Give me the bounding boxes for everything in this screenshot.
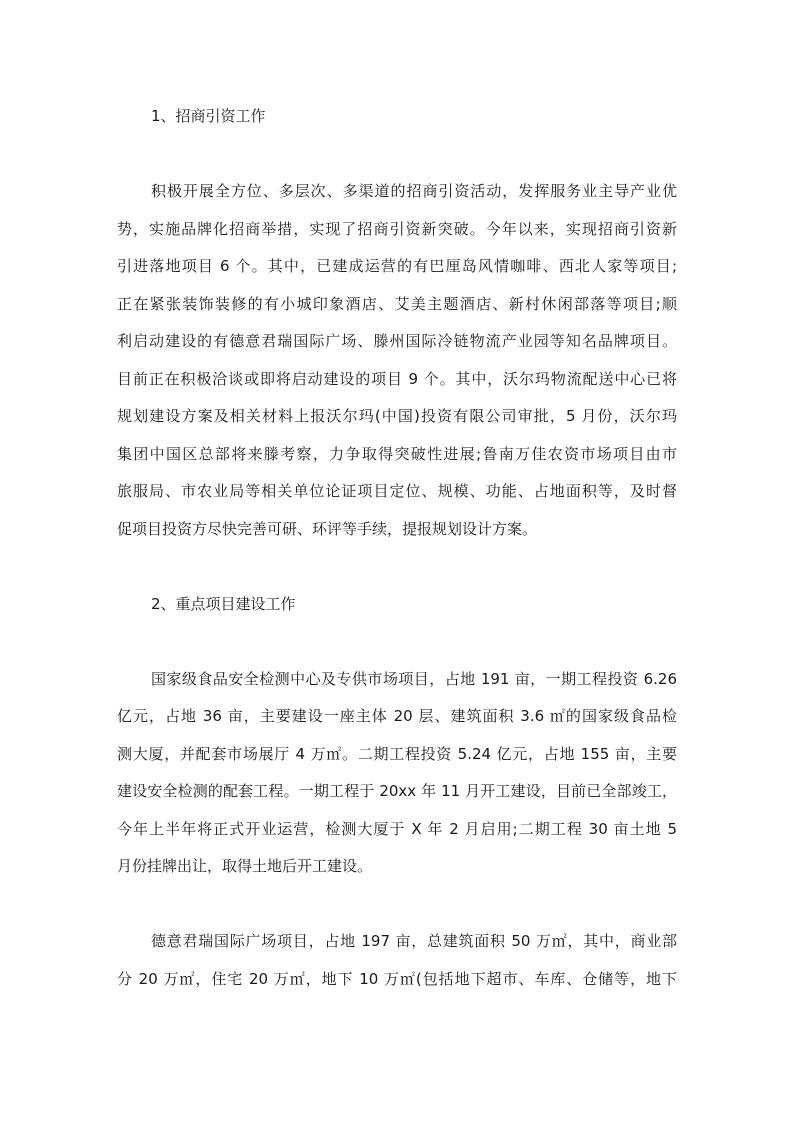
section-heading-investment: 1、招商引资工作: [151, 107, 266, 125]
spacer: [117, 136, 677, 174]
text-line: 正在紧张装饰装修的有小城印象酒店、艾美主题酒店、新村休闲部落等项目;顺: [117, 294, 677, 313]
text-line: 目前正在积极洽谈或即将启动建设的项目 9 个。其中，沃尔玛物流配送中心已将: [117, 369, 677, 388]
paragraph-investment: [117, 173, 677, 548]
document-body: [117, 98, 677, 998]
spacer: [117, 623, 677, 661]
text-line: 测大厦，并配套市场展厅 4 万㎡。二期工程投资 5.24 亿元，占地 155 亩，主要: [117, 744, 677, 763]
spacer: [117, 548, 677, 586]
text-line: 促项目投资方尽快完善可研、环评等手续，提报规划设计方案。: [117, 519, 538, 538]
text-line: 引进落地项目 6 个。其中，已建成运营的有巴厘岛风情咖啡、西北人家等项目;: [117, 257, 677, 275]
paragraph-deyi-plaza: [117, 923, 677, 998]
text-line: 分 20 万㎡，住宅 20 万㎡，地下 10 万㎡(包括地下超市、车库、仓储等，地下: [117, 969, 677, 988]
text-line: 利启动建设的有德意君瑞国际广场、滕州国际冷链物流产业园等知名品牌项目。: [117, 332, 677, 350]
text-line: 建设安全检测的配套工程。一期工程于 20xx 年 11 月开工建设，目前已全部竣工，: [117, 782, 677, 800]
text-line: 德意君瑞国际广场项目，占地 197 亩，总建筑面积 50 万㎡，其中，商业部: [151, 932, 677, 950]
text-line: 国家级食品安全检测中心及专供市场项目，占地 191 亩，一期工程投资 6.26: [151, 669, 677, 688]
text-line: 规划建设方案及相关材料上报沃尔玛(中国)投资有限公司审批，5 月份，沃尔玛: [117, 407, 677, 425]
spacer: [117, 886, 677, 924]
text-line: 今年上半年将正式开业运营，检测大厦于 X 年 2 月启用;二期工程 30 亩土地 5: [117, 819, 677, 838]
text-line: 积极开展全方位、多层次、多渠道的招商引资活动，发挥服务业主导产业优: [151, 182, 677, 200]
text-line: 旅服局、市农业局等相关单位论证项目定位、规模、功能、占地面积等，及时督: [117, 482, 677, 500]
text-line: 月份挂牌出让，取得土地后开工建设。: [117, 857, 373, 875]
text-line: 集团中国区总部将来滕考察，力争取得突破性进展;鲁南万佳农资市场项目由市: [117, 444, 677, 463]
text-line: 亿元，占地 36 亩，主要建设一座主体 20 层、建筑面积 3.6 ㎡的国家级食品检: [117, 707, 677, 725]
text-line: 势，实施品牌化招商举措，实现了招商引资新突破。今年以来，实现招商引资新: [117, 219, 677, 238]
paragraph-food-safety-center: [117, 661, 677, 886]
section-heading-key-projects: 2、重点项目建设工作: [151, 594, 296, 613]
